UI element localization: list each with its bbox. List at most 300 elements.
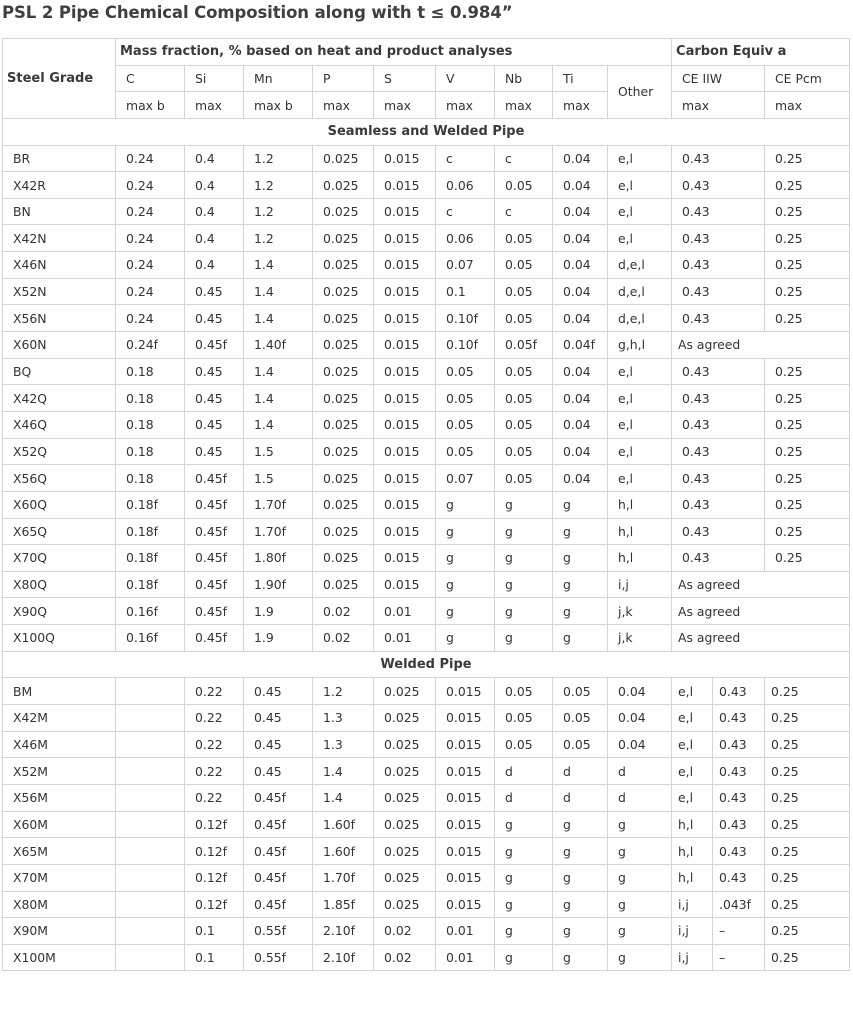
table-row (3, 545, 850, 572)
nb-cell: 0.05 (495, 385, 553, 412)
section-title-seamless: Seamless and Welded Pipe (3, 118, 850, 145)
element-header-c: C (116, 65, 185, 92)
other-cell: i,j (608, 571, 672, 598)
limit-header-v: max (436, 92, 495, 119)
c-cell: 0.18 (116, 411, 185, 438)
table-row (3, 252, 850, 279)
p-cell: 2.10f (313, 944, 374, 971)
p-cell: 1.60f (313, 811, 374, 838)
c-cell: 0.18f (116, 571, 185, 598)
ti-cell: 0.04 (553, 225, 608, 252)
other-cell: e,l (608, 145, 672, 172)
mn-cell: 0.45f (244, 891, 313, 918)
ti-cell: 0.04f (553, 332, 608, 359)
s-cell: 0.015 (374, 438, 436, 465)
nb-cell: g (495, 491, 553, 518)
other-cell: e,l (608, 385, 672, 412)
p-cell: 0.02 (313, 625, 374, 652)
c-cell: 0.24 (116, 278, 185, 305)
table-row (3, 758, 850, 785)
ti-cell: 0.04 (553, 145, 608, 172)
mn-cell: 1.2 (244, 172, 313, 199)
si-cell: 0.4 (185, 145, 244, 172)
other-cell: j,k (608, 598, 672, 625)
v-cell: 0.015 (436, 678, 495, 705)
mn-cell: 0.45f (244, 784, 313, 811)
s-cell: 0.015 (374, 278, 436, 305)
ti-cell: 0.04 (553, 465, 608, 492)
s-cell: 0.015 (374, 385, 436, 412)
mn-cell: 0.45 (244, 758, 313, 785)
mn-cell: 0.45 (244, 731, 313, 758)
other-cell: g (608, 918, 672, 945)
nb-cell: 0.05 (495, 305, 553, 332)
ce-as-agreed-cell: As agreed (672, 598, 850, 625)
p-cell: 0.025 (313, 252, 374, 279)
ce-iiw-cell: 0.43 (672, 465, 765, 492)
table-row (3, 598, 850, 625)
ce-iiw-cell: 0.43 (672, 252, 765, 279)
steel-grade-cell: X65Q (3, 518, 116, 545)
ce-iiw-cell: 0.43 (713, 864, 765, 891)
v-cell: 0.015 (436, 705, 495, 732)
other-cell: h,l (608, 518, 672, 545)
si-cell: 0.1 (185, 944, 244, 971)
mn-cell: 0.45 (244, 678, 313, 705)
p-cell: 0.025 (313, 571, 374, 598)
ti-cell: g (553, 625, 608, 652)
limit-header-s: max (374, 92, 436, 119)
steel-grade-cell: X60Q (3, 491, 116, 518)
other-cell: h,l (608, 545, 672, 572)
s-cell: 0.015 (374, 305, 436, 332)
v-cell: 0.05 (436, 438, 495, 465)
s-cell: 0.015 (374, 252, 436, 279)
nb-cell: 0.05 (495, 411, 553, 438)
p-cell: 0.025 (313, 358, 374, 385)
section-title-welded: Welded Pipe (3, 651, 850, 678)
c-cell: 0.18f (116, 518, 185, 545)
p-cell: 0.025 (313, 305, 374, 332)
steel-grade-cell: X56M (3, 784, 116, 811)
table-body (3, 118, 850, 971)
p-cell: 0.025 (313, 411, 374, 438)
p-cell: 1.60f (313, 838, 374, 865)
nb-cell: g (495, 864, 553, 891)
si-cell: 0.22 (185, 678, 244, 705)
p-cell: 0.025 (313, 225, 374, 252)
s-cell: 0.015 (374, 545, 436, 572)
ce-pcm-cell: 0.25 (765, 784, 850, 811)
ce-pcm-cell: 0.25 (765, 918, 850, 945)
p-cell: 0.025 (313, 332, 374, 359)
p-cell: 0.025 (313, 491, 374, 518)
ce-iiw-cell: 0.43 (672, 305, 765, 332)
v-cell: 0.01 (436, 944, 495, 971)
element-header-mn: Mn (244, 65, 313, 92)
other-cell: e,l (608, 411, 672, 438)
other-cell: e,l (608, 358, 672, 385)
other-cell: 0.04 (608, 731, 672, 758)
element-header-s: S (374, 65, 436, 92)
ce-iiw-cell: 0.43 (672, 491, 765, 518)
v-cell: c (436, 145, 495, 172)
table-header (3, 39, 850, 119)
s-cell: 0.015 (374, 198, 436, 225)
ce-iiw-cell: – (713, 918, 765, 945)
ce-iiw-cell: 0.43 (672, 198, 765, 225)
p-cell: 0.025 (313, 385, 374, 412)
nb-cell: 0.05 (495, 731, 553, 758)
steel-grade-cell: X52Q (3, 438, 116, 465)
ce-iiw-cell: 0.43 (713, 758, 765, 785)
other-cell: d (608, 784, 672, 811)
si-cell: 0.45 (185, 305, 244, 332)
c-cell (116, 731, 185, 758)
flag-cell: e,l (672, 678, 713, 705)
limit-header-nb: max (495, 92, 553, 119)
si-cell: 0.4 (185, 252, 244, 279)
flag-cell: e,l (672, 731, 713, 758)
steel-grade-cell: X60M (3, 811, 116, 838)
c-cell: 0.16f (116, 598, 185, 625)
limit-header-mn: max b (244, 92, 313, 119)
nb-cell: g (495, 944, 553, 971)
nb-cell: 0.05 (495, 358, 553, 385)
v-cell: 0.015 (436, 811, 495, 838)
flag-cell: e,l (672, 758, 713, 785)
v-cell: g (436, 518, 495, 545)
nb-cell: d (495, 758, 553, 785)
v-cell: 0.10f (436, 332, 495, 359)
ti-cell: 0.04 (553, 438, 608, 465)
table-row (3, 172, 850, 199)
steel-grade-cell: X100Q (3, 625, 116, 652)
ce-pcm-cell: 0.25 (765, 678, 850, 705)
mn-cell: 1.9 (244, 625, 313, 652)
flag-cell: i,j (672, 891, 713, 918)
element-header-si: Si (185, 65, 244, 92)
p-cell: 2.10f (313, 918, 374, 945)
ce-iiw-cell: .043f (713, 891, 765, 918)
table-row (3, 838, 850, 865)
ce-pcm-cell: 0.25 (765, 225, 850, 252)
other-cell: e,l (608, 198, 672, 225)
mn-cell: 1.4 (244, 358, 313, 385)
ce-as-agreed-cell: As agreed (672, 571, 850, 598)
ce-pcm-cell: 0.25 (765, 252, 850, 279)
p-cell: 0.025 (313, 465, 374, 492)
mn-cell: 0.45f (244, 838, 313, 865)
ce-pcm-cell: 0.25 (765, 838, 850, 865)
ti-cell: g (553, 491, 608, 518)
table-row (3, 438, 850, 465)
v-cell: 0.01 (436, 918, 495, 945)
v-cell: 0.05 (436, 358, 495, 385)
other-cell: e,l (608, 172, 672, 199)
carbon-equiv-header: Carbon Equiv a (672, 39, 850, 66)
table-row (3, 891, 850, 918)
nb-cell: 0.05 (495, 225, 553, 252)
other-cell: 0.04 (608, 705, 672, 732)
c-cell (116, 864, 185, 891)
mn-cell: 1.40f (244, 332, 313, 359)
other-cell: h,l (608, 491, 672, 518)
ce-iiw-cell: – (713, 944, 765, 971)
s-cell: 0.01 (374, 598, 436, 625)
nb-cell: 0.05f (495, 332, 553, 359)
c-cell (116, 678, 185, 705)
ce-iiw-cell: 0.43 (672, 438, 765, 465)
steel-grade-cell: X65M (3, 838, 116, 865)
ce-pcm-cell: 0.25 (765, 411, 850, 438)
v-cell: 0.015 (436, 891, 495, 918)
mn-cell: 1.2 (244, 198, 313, 225)
v-cell: 0.05 (436, 385, 495, 412)
ce-iiw-header: CE IIW (672, 65, 765, 92)
c-cell: 0.24 (116, 172, 185, 199)
nb-cell: g (495, 838, 553, 865)
ti-cell: 0.05 (553, 705, 608, 732)
element-header-ti: Ti (553, 65, 608, 92)
chemical-composition-table (2, 38, 850, 971)
ce-iiw-cell: 0.43 (672, 411, 765, 438)
table-row (3, 571, 850, 598)
ce-iiw-cell: 0.43 (672, 278, 765, 305)
nb-cell: 0.05 (495, 465, 553, 492)
ce-pcm-cell: 0.25 (765, 731, 850, 758)
ce-pcm-cell: 0.25 (765, 198, 850, 225)
mn-cell: 1.4 (244, 411, 313, 438)
v-cell: 0.015 (436, 784, 495, 811)
ti-cell: g (553, 598, 608, 625)
steel-grade-cell: X56N (3, 305, 116, 332)
mn-cell: 1.4 (244, 385, 313, 412)
si-cell: 0.4 (185, 198, 244, 225)
c-cell (116, 758, 185, 785)
ce-iiw-cell: 0.43 (713, 705, 765, 732)
ce-pcm-cell: 0.25 (765, 465, 850, 492)
s-cell: 0.015 (374, 411, 436, 438)
flag-cell: i,j (672, 918, 713, 945)
ce-pcm-cell: 0.25 (765, 944, 850, 971)
steel-grade-cell: X56Q (3, 465, 116, 492)
mn-cell: 1.9 (244, 598, 313, 625)
ce-iiw-cell: 0.43 (672, 518, 765, 545)
mn-cell: 0.45f (244, 811, 313, 838)
ce-pcm-cell: 0.25 (765, 491, 850, 518)
s-cell: 0.025 (374, 678, 436, 705)
flag-cell: h,l (672, 811, 713, 838)
flag-cell: e,l (672, 784, 713, 811)
flag-cell: h,l (672, 864, 713, 891)
nb-cell: 0.05 (495, 705, 553, 732)
s-cell: 0.025 (374, 784, 436, 811)
ti-cell: g (553, 838, 608, 865)
s-cell: 0.025 (374, 864, 436, 891)
v-cell: g (436, 491, 495, 518)
steel-grade-cell: BN (3, 198, 116, 225)
nb-cell: g (495, 625, 553, 652)
s-cell: 0.015 (374, 358, 436, 385)
mn-cell: 0.45f (244, 864, 313, 891)
nb-cell: 0.05 (495, 678, 553, 705)
table-row (3, 465, 850, 492)
s-cell: 0.025 (374, 731, 436, 758)
p-cell: 0.025 (313, 518, 374, 545)
table-row (3, 864, 850, 891)
c-cell (116, 705, 185, 732)
nb-cell: g (495, 598, 553, 625)
c-cell (116, 811, 185, 838)
steel-grade-cell: X52M (3, 758, 116, 785)
c-cell: 0.18 (116, 438, 185, 465)
si-cell: 0.45f (185, 598, 244, 625)
ce-pcm-cell: 0.25 (765, 518, 850, 545)
ce-pcm-cell: 0.25 (765, 305, 850, 332)
ti-cell: 0.04 (553, 411, 608, 438)
c-cell: 0.24 (116, 252, 185, 279)
steel-grade-cell: X46N (3, 252, 116, 279)
ti-cell: g (553, 571, 608, 598)
mn-cell: 0.45 (244, 705, 313, 732)
nb-cell: g (495, 891, 553, 918)
steel-grade-cell: X90Q (3, 598, 116, 625)
c-cell (116, 784, 185, 811)
p-cell: 0.025 (313, 438, 374, 465)
ce-pcm-cell: 0.25 (765, 545, 850, 572)
si-cell: 0.22 (185, 705, 244, 732)
steel-grade-cell: X42N (3, 225, 116, 252)
p-cell: 1.3 (313, 705, 374, 732)
table-row (3, 944, 850, 971)
p-cell: 0.025 (313, 172, 374, 199)
ti-cell: g (553, 944, 608, 971)
ti-cell: g (553, 545, 608, 572)
ce-pcm-header: CE Pcm (765, 65, 850, 92)
p-cell: 1.2 (313, 678, 374, 705)
s-cell: 0.025 (374, 758, 436, 785)
s-cell: 0.025 (374, 838, 436, 865)
p-cell: 0.02 (313, 598, 374, 625)
ti-cell: g (553, 864, 608, 891)
table-row (3, 225, 850, 252)
header-row-3 (3, 92, 850, 119)
si-cell: 0.45f (185, 625, 244, 652)
limit-header-ti: max (553, 92, 608, 119)
c-cell: 0.24 (116, 225, 185, 252)
c-cell: 0.24 (116, 305, 185, 332)
nb-cell: 0.05 (495, 252, 553, 279)
mn-cell: 0.55f (244, 944, 313, 971)
nb-cell: g (495, 545, 553, 572)
ti-cell: g (553, 811, 608, 838)
ce-iiw-cell: 0.43 (713, 678, 765, 705)
v-cell: 0.015 (436, 864, 495, 891)
table-row (3, 145, 850, 172)
ti-cell: g (553, 918, 608, 945)
mn-cell: 1.2 (244, 225, 313, 252)
si-cell: 0.22 (185, 784, 244, 811)
ce-pcm-cell: 0.25 (765, 172, 850, 199)
element-header-p: P (313, 65, 374, 92)
limit-header-c: max b (116, 92, 185, 119)
c-cell (116, 891, 185, 918)
v-cell: g (436, 571, 495, 598)
si-cell: 0.1 (185, 918, 244, 945)
ce-iiw-cell: 0.43 (672, 358, 765, 385)
si-cell: 0.45f (185, 332, 244, 359)
ce-pcm-cell: 0.25 (765, 891, 850, 918)
si-cell: 0.45f (185, 571, 244, 598)
section-row-seamless (3, 118, 850, 145)
steel-grade-cell: BQ (3, 358, 116, 385)
v-cell: 0.015 (436, 838, 495, 865)
ce-pcm-cell: 0.25 (765, 385, 850, 412)
steel-grade-cell: BR (3, 145, 116, 172)
steel-grade-cell: X60N (3, 332, 116, 359)
table-row (3, 385, 850, 412)
table-row (3, 918, 850, 945)
ce-iiw-cell: 0.43 (672, 145, 765, 172)
si-cell: 0.4 (185, 172, 244, 199)
ce-as-agreed-cell: As agreed (672, 625, 850, 652)
other-cell: g (608, 944, 672, 971)
nb-cell: c (495, 145, 553, 172)
mn-cell: 1.5 (244, 465, 313, 492)
ti-cell: 0.04 (553, 278, 608, 305)
si-cell: 0.45 (185, 385, 244, 412)
c-cell: 0.18 (116, 465, 185, 492)
limit-header-ce-pcm: max (765, 92, 850, 119)
nb-cell: d (495, 784, 553, 811)
c-cell: 0.24 (116, 145, 185, 172)
header-row-1 (3, 39, 850, 66)
other-cell: g (608, 838, 672, 865)
table-row (3, 705, 850, 732)
other-cell: j,k (608, 625, 672, 652)
ce-pcm-cell: 0.25 (765, 864, 850, 891)
si-cell: 0.22 (185, 731, 244, 758)
v-cell: 0.06 (436, 172, 495, 199)
ce-pcm-cell: 0.25 (765, 145, 850, 172)
s-cell: 0.015 (374, 145, 436, 172)
steel-grade-cell: X46Q (3, 411, 116, 438)
ce-pcm-cell: 0.25 (765, 705, 850, 732)
p-cell: 1.85f (313, 891, 374, 918)
nb-cell: g (495, 811, 553, 838)
c-cell (116, 944, 185, 971)
ti-cell: 0.04 (553, 305, 608, 332)
v-cell: g (436, 545, 495, 572)
si-cell: 0.45 (185, 411, 244, 438)
si-cell: 0.45f (185, 491, 244, 518)
table-row (3, 198, 850, 225)
ce-pcm-cell: 0.25 (765, 358, 850, 385)
v-cell: 0.05 (436, 411, 495, 438)
mn-cell: 1.5 (244, 438, 313, 465)
ce-iiw-cell: 0.43 (672, 172, 765, 199)
steel-grade-header: Steel Grade (3, 39, 116, 119)
mn-cell: 1.70f (244, 518, 313, 545)
mn-cell: 1.90f (244, 571, 313, 598)
ti-cell: 0.04 (553, 358, 608, 385)
s-cell: 0.01 (374, 625, 436, 652)
v-cell: g (436, 598, 495, 625)
p-cell: 0.025 (313, 278, 374, 305)
p-cell: 0.025 (313, 198, 374, 225)
table-row (3, 278, 850, 305)
